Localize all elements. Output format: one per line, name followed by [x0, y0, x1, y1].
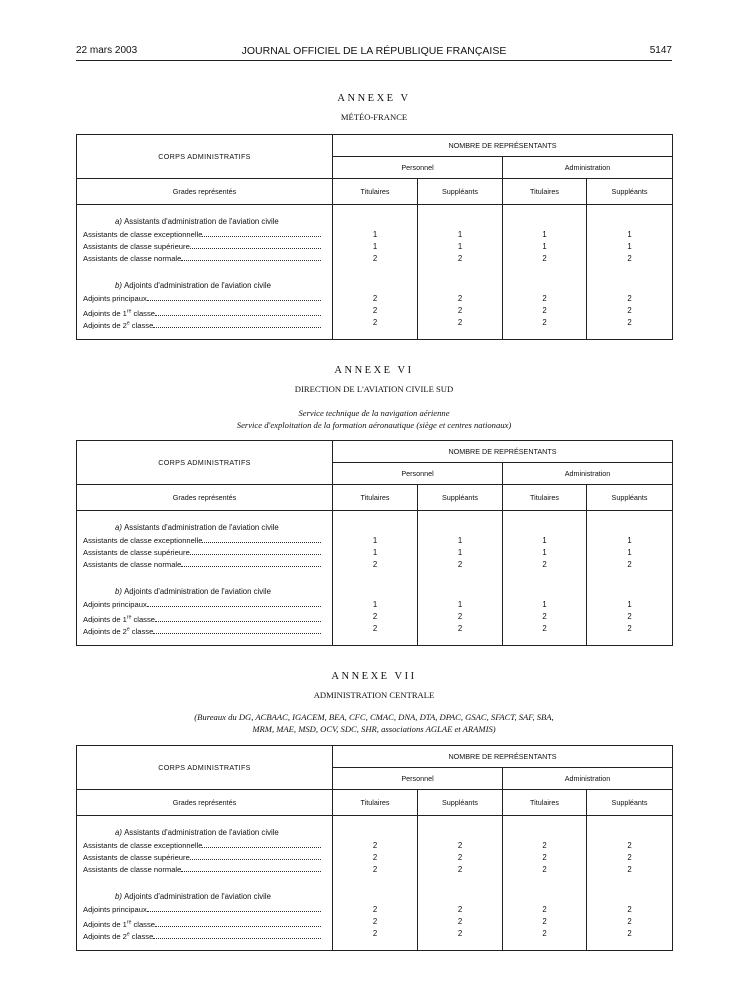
spacer — [418, 265, 502, 279]
representative-count: 1 — [627, 242, 632, 251]
representative-count: 2 — [627, 612, 632, 621]
spacer — [333, 215, 417, 229]
spacer — [333, 890, 417, 904]
spacer — [587, 511, 672, 521]
titulaires-header: Titulaires — [503, 485, 587, 511]
spacer — [587, 585, 672, 599]
representative-count: 2 — [457, 294, 463, 303]
leader-dots — [202, 847, 321, 848]
annex-service-line: MRM, MAE, MSD, OCV, SDC, SHR, associations AGLAE et ARAMIS) — [252, 724, 496, 734]
annex-service-line: Service d'exploitation de la formation aéronautique (siège et centres nationaux) — [236, 420, 512, 430]
spacer — [587, 279, 672, 293]
representative-count: 1 — [372, 242, 378, 251]
grade-name: Adjoints de 2e classe — [83, 320, 154, 329]
representative-count: 2 — [457, 624, 463, 633]
spacer — [77, 329, 332, 339]
spacer — [418, 940, 502, 950]
representative-count: 2 — [372, 254, 378, 263]
values-column — [418, 816, 503, 951]
spacer — [503, 205, 586, 215]
representative-count: 2 — [542, 917, 547, 926]
corps-administratifs-header: CORPS ADMINISTRATIFS — [77, 441, 333, 485]
values-column — [333, 205, 418, 340]
representative-count: 2 — [372, 294, 378, 303]
representative-count: 2 — [372, 306, 378, 315]
grades-column — [77, 511, 333, 646]
representative-count: 2 — [457, 306, 463, 315]
spacer — [587, 635, 672, 645]
representative-count: 2 — [457, 254, 463, 263]
spacer — [418, 511, 502, 521]
annex-title: ANNEXE VII — [331, 671, 417, 682]
group-heading-text: Assistants d'administration de l'aviation civile — [124, 217, 279, 226]
representative-count: 1 — [542, 536, 547, 545]
ordinal-suffix: re — [126, 614, 132, 620]
representative-count: 2 — [457, 853, 463, 862]
values-column — [418, 205, 503, 340]
grade-row-label — [77, 904, 332, 916]
spacer — [503, 940, 586, 950]
suppleants-header: Suppléants — [587, 485, 673, 511]
representative-count: 2 — [457, 865, 463, 874]
grade-name: Adjoints de 2e classe — [83, 626, 154, 635]
representative-count: 2 — [542, 929, 547, 938]
spacer — [587, 890, 672, 904]
representative-count: 1 — [542, 548, 547, 557]
spacer — [77, 876, 332, 890]
leader-dots — [181, 566, 321, 567]
ordinal-suffix: e — [126, 931, 130, 937]
representative-count: 2 — [457, 917, 463, 926]
grade-row-label — [77, 229, 332, 241]
spacer — [418, 585, 502, 599]
spacer — [77, 205, 332, 215]
representative-count: 2 — [372, 865, 378, 874]
spacer — [333, 265, 417, 279]
spacer — [333, 279, 417, 293]
titulaires-header: Titulaires — [333, 485, 418, 511]
group-letter: b) — [115, 892, 125, 901]
grade-group-heading — [77, 585, 332, 599]
representative-count: 2 — [372, 917, 378, 926]
annex-service-note — [76, 711, 672, 735]
ordinal-suffix: re — [126, 308, 132, 314]
leader-dots — [155, 315, 321, 316]
grade-group-heading — [77, 521, 332, 535]
grade-row-label — [77, 599, 332, 611]
grade-row-label — [77, 305, 332, 317]
personnel-header: Personnel — [333, 157, 503, 179]
suppleants-header: Suppléants — [587, 790, 673, 816]
leader-dots — [190, 554, 321, 555]
leader-dots — [153, 633, 321, 634]
spacer — [503, 521, 586, 535]
suppleants-header: Suppléants — [587, 179, 673, 205]
representative-count: 2 — [627, 905, 632, 914]
spacer — [503, 265, 586, 279]
grade-name: Adjoints principaux — [83, 294, 147, 303]
representative-count: 2 — [542, 624, 547, 633]
grade-name: Assistants de classe exceptionnelle — [83, 536, 203, 545]
representative-count: 1 — [457, 242, 463, 251]
representatives-table — [76, 134, 673, 340]
spacer — [503, 826, 586, 840]
ordinal-suffix: e — [126, 320, 130, 326]
spacer — [503, 585, 586, 599]
representative-count: 2 — [372, 841, 378, 850]
page-header — [76, 44, 672, 61]
leader-dots — [190, 859, 321, 860]
representative-count: 1 — [457, 230, 463, 239]
spacer — [77, 265, 332, 279]
header-date: 22 mars 2003 — [76, 45, 138, 56]
spacer — [333, 585, 417, 599]
spacer — [333, 816, 417, 826]
grade-row-label — [77, 547, 332, 559]
leader-dots — [202, 236, 321, 237]
spacer — [587, 940, 672, 950]
grade-name: Assistants de classe supérieure — [83, 242, 190, 251]
representative-count: 2 — [372, 853, 378, 862]
spacer — [77, 511, 332, 521]
spacer — [503, 329, 586, 339]
representative-count: 1 — [627, 230, 632, 239]
spacer — [418, 279, 502, 293]
representative-count: 2 — [542, 306, 547, 315]
suppleants-header: Suppléants — [418, 485, 503, 511]
representative-count: 2 — [372, 318, 378, 327]
grade-group-heading — [77, 279, 332, 293]
spacer — [503, 635, 586, 645]
group-letter: a) — [115, 217, 125, 226]
representative-count: 2 — [627, 865, 632, 874]
representative-count: 2 — [372, 905, 378, 914]
representative-count: 2 — [457, 841, 463, 850]
spacer — [587, 816, 672, 826]
representative-count: 2 — [457, 929, 463, 938]
header-journal-title: JOURNAL OFFICIEL DE LA RÉPUBLIQUE FRANÇAISE — [241, 45, 507, 57]
grade-group-heading — [77, 215, 332, 229]
grade-row-label — [77, 253, 332, 265]
representative-count: 2 — [372, 560, 378, 569]
group-heading-text: Assistants d'administration de l'aviation civile — [124, 523, 279, 532]
grade-group-heading — [77, 826, 332, 840]
grade-group-heading — [77, 890, 332, 904]
representative-count: 2 — [542, 294, 547, 303]
grade-name: Assistants de classe normale — [83, 865, 182, 874]
annex-service-line: (Bureaux du DG, ACBAAC, IGACEM, BEA, CFC, CMAC, DNA, DTA, DPAC, GSAC, SFACT, SAF, SBA, — [194, 712, 554, 722]
representative-count: 2 — [627, 853, 632, 862]
representative-count: 1 — [457, 600, 463, 609]
spacer — [333, 511, 417, 521]
representative-count: 2 — [542, 853, 547, 862]
grade-name: Adjoints de 1re classe — [83, 919, 155, 928]
values-column — [503, 205, 587, 340]
representative-count: 2 — [542, 318, 547, 327]
spacer — [418, 826, 502, 840]
representative-count: 2 — [627, 624, 632, 633]
spacer — [503, 279, 586, 293]
annex-service-line: Service technique de la navigation aérienne — [298, 408, 450, 418]
annex-subtitle: MÉTÉO-FRANCE — [340, 112, 408, 122]
group-heading-text: Adjoints d'administration de l'aviation civile — [124, 281, 271, 290]
grade-name: Adjoints de 2e classe — [83, 931, 154, 940]
corps-administratifs-header: CORPS ADMINISTRATIFS — [77, 746, 333, 790]
leader-dots — [181, 260, 321, 261]
representative-count: 2 — [457, 560, 463, 569]
titulaires-header: Titulaires — [503, 179, 587, 205]
representative-count: 2 — [542, 865, 547, 874]
leader-dots — [153, 327, 321, 328]
values-column — [503, 511, 587, 646]
spacer — [333, 826, 417, 840]
representative-count: 1 — [542, 230, 547, 239]
annex-subtitle: DIRECTION DE L'AVIATION CIVILE SUD — [294, 384, 454, 394]
titulaires-header: Titulaires — [333, 790, 418, 816]
spacer — [587, 205, 672, 215]
grades-column — [77, 205, 333, 340]
spacer — [333, 571, 417, 585]
representative-count: 2 — [372, 624, 378, 633]
spacer — [418, 876, 502, 890]
representative-count: 1 — [372, 548, 378, 557]
suppleants-header: Suppléants — [418, 179, 503, 205]
spacer — [418, 571, 502, 585]
group-heading-text: Assistants d'administration de l'aviation civile — [124, 828, 279, 837]
grade-name: Adjoints principaux — [83, 905, 147, 914]
representative-count: 1 — [627, 600, 632, 609]
spacer — [418, 816, 502, 826]
grade-row-label — [77, 840, 332, 852]
grades-column — [77, 816, 333, 951]
grade-name: Adjoints de 1re classe — [83, 614, 155, 623]
grade-name: Assistants de classe normale — [83, 254, 182, 263]
spacer — [418, 890, 502, 904]
grades-header: Grades représentés — [77, 179, 333, 205]
leader-dots — [153, 938, 321, 939]
group-heading-text: Adjoints d'administration de l'aviation civile — [124, 587, 271, 596]
spacer — [503, 890, 586, 904]
spacer — [333, 876, 417, 890]
leader-dots — [181, 871, 321, 872]
grade-row-label — [77, 864, 332, 876]
group-letter: a) — [115, 523, 125, 532]
grade-name: Assistants de classe exceptionnelle — [83, 230, 203, 239]
spacer — [503, 876, 586, 890]
spacer — [77, 635, 332, 645]
representative-count: 2 — [627, 294, 632, 303]
grade-row-label — [77, 535, 332, 547]
spacer — [503, 215, 586, 229]
spacer — [587, 571, 672, 585]
grade-row-label — [77, 852, 332, 864]
representative-count: 2 — [542, 905, 547, 914]
group-letter: b) — [115, 281, 125, 290]
grade-name: Adjoints de 1re classe — [83, 308, 155, 317]
representative-count: 2 — [542, 254, 547, 263]
group-letter: a) — [115, 828, 125, 837]
annex-title: ANNEXE V — [337, 93, 411, 104]
representative-count: 1 — [372, 536, 378, 545]
spacer — [418, 205, 502, 215]
group-letter: b) — [115, 587, 125, 596]
representative-count: 1 — [627, 536, 632, 545]
spacer — [418, 329, 502, 339]
spacer — [333, 635, 417, 645]
administration-header: Administration — [503, 157, 673, 179]
leader-dots — [147, 606, 321, 607]
values-column — [587, 816, 673, 951]
leader-dots — [147, 300, 321, 301]
leader-dots — [147, 911, 321, 912]
ordinal-suffix: e — [126, 626, 130, 632]
group-heading-text: Adjoints d'administration de l'aviation civile — [124, 892, 271, 901]
grade-row-label — [77, 293, 332, 305]
nombre-representants-header: NOMBRE DE REPRÉSENTANTS — [333, 746, 673, 768]
grade-row-label — [77, 241, 332, 253]
header-page-number: 5147 — [649, 45, 672, 56]
representative-count: 2 — [627, 560, 632, 569]
spacer — [77, 940, 332, 950]
corps-administratifs-header: CORPS ADMINISTRATIFS — [77, 135, 333, 179]
titulaires-header: Titulaires — [333, 179, 418, 205]
values-column — [333, 816, 418, 951]
representative-count: 1 — [457, 548, 463, 557]
suppleants-header: Suppléants — [418, 790, 503, 816]
representatives-table — [76, 440, 673, 646]
annex-title: ANNEXE VI — [334, 365, 414, 376]
spacer — [333, 205, 417, 215]
values-column — [418, 511, 503, 646]
nombre-representants-header: NOMBRE DE REPRÉSENTANTS — [333, 441, 673, 463]
spacer — [587, 329, 672, 339]
representative-count: 1 — [457, 536, 463, 545]
representative-count: 2 — [627, 929, 632, 938]
representative-count: 2 — [542, 560, 547, 569]
leader-dots — [155, 621, 321, 622]
representative-count: 2 — [627, 841, 632, 850]
personnel-header: Personnel — [333, 768, 503, 790]
spacer — [587, 826, 672, 840]
representative-count: 2 — [627, 306, 632, 315]
grades-header: Grades représentés — [77, 485, 333, 511]
spacer — [418, 521, 502, 535]
grades-header: Grades représentés — [77, 790, 333, 816]
titulaires-header: Titulaires — [503, 790, 587, 816]
spacer — [503, 571, 586, 585]
grade-name: Assistants de classe supérieure — [83, 548, 190, 557]
leader-dots — [155, 926, 321, 927]
representative-count: 2 — [542, 841, 547, 850]
representative-count: 2 — [457, 612, 463, 621]
representative-count: 2 — [627, 254, 632, 263]
spacer — [587, 876, 672, 890]
grade-name: Assistants de classe normale — [83, 560, 182, 569]
leader-dots — [190, 248, 321, 249]
representative-count: 1 — [372, 600, 378, 609]
representative-count: 1 — [542, 600, 547, 609]
spacer — [77, 816, 332, 826]
spacer — [333, 521, 417, 535]
representative-count: 2 — [457, 318, 463, 327]
values-column — [503, 816, 587, 951]
nombre-representants-header: NOMBRE DE REPRÉSENTANTS — [333, 135, 673, 157]
spacer — [418, 215, 502, 229]
spacer — [503, 816, 586, 826]
spacer — [418, 635, 502, 645]
representative-count: 2 — [627, 318, 632, 327]
representative-count: 1 — [627, 548, 632, 557]
grade-name: Assistants de classe exceptionnelle — [83, 841, 203, 850]
spacer — [587, 215, 672, 229]
grade-name: Adjoints principaux — [83, 600, 147, 609]
representative-count: 2 — [627, 917, 632, 926]
grade-row-label — [77, 916, 332, 928]
values-column — [333, 511, 418, 646]
spacer — [587, 521, 672, 535]
representatives-table — [76, 745, 673, 951]
grade-row-label — [77, 559, 332, 571]
representative-count: 2 — [372, 929, 378, 938]
administration-header: Administration — [503, 768, 673, 790]
values-column — [587, 205, 673, 340]
grade-row-label — [77, 611, 332, 623]
spacer — [587, 265, 672, 279]
spacer — [77, 571, 332, 585]
spacer — [503, 511, 586, 521]
administration-header: Administration — [503, 463, 673, 485]
leader-dots — [202, 542, 321, 543]
grade-name: Assistants de classe supérieure — [83, 853, 190, 862]
grade-row-label — [77, 317, 332, 329]
grade-row-label — [77, 623, 332, 635]
annex-subtitle: ADMINISTRATION CENTRALE — [313, 690, 435, 700]
annex-service-note — [76, 407, 672, 431]
values-column — [587, 511, 673, 646]
representative-count: 1 — [542, 242, 547, 251]
representative-count: 2 — [457, 905, 463, 914]
representative-count: 1 — [372, 230, 378, 239]
spacer — [333, 940, 417, 950]
grade-row-label — [77, 928, 332, 940]
representative-count: 2 — [372, 612, 378, 621]
representative-count: 2 — [542, 612, 547, 621]
spacer — [333, 329, 417, 339]
ordinal-suffix: re — [126, 919, 132, 925]
personnel-header: Personnel — [333, 463, 503, 485]
